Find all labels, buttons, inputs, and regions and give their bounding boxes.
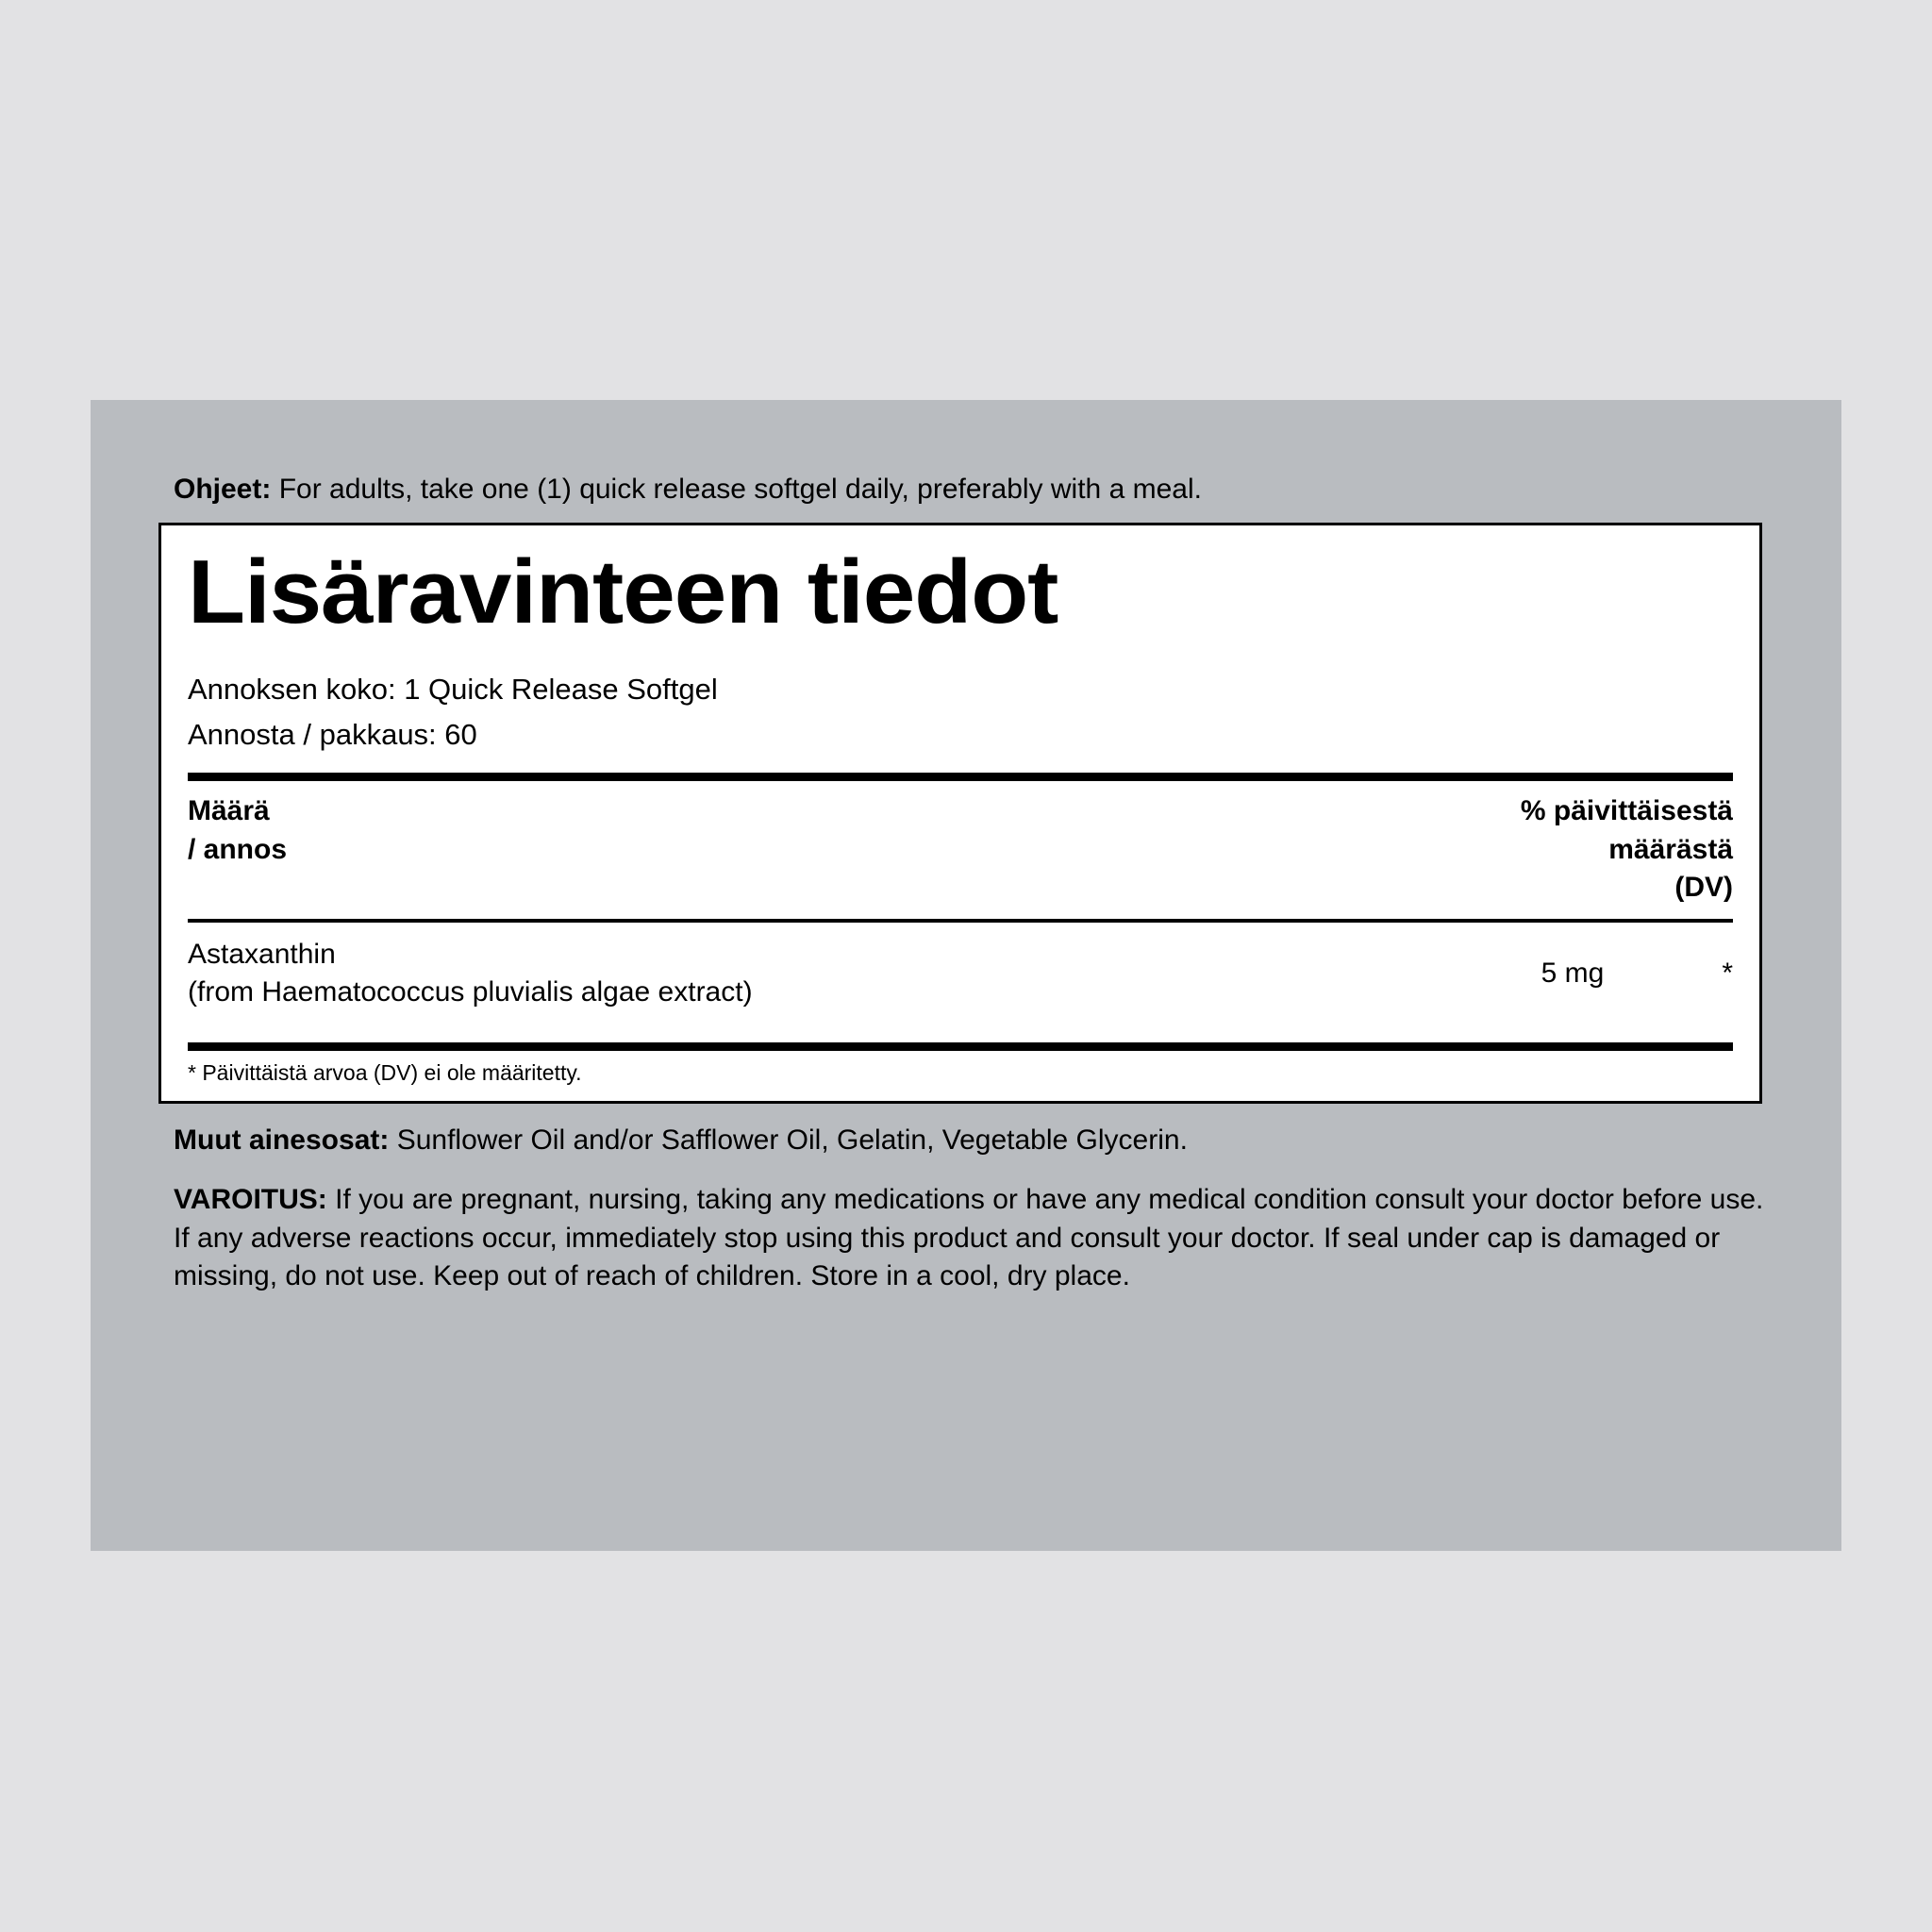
- divider-thick-top: [188, 773, 1733, 781]
- other-ingredients-text: Sunflower Oil and/or Safflower Oil, Gelatin, Vegetable Glycerin.: [396, 1124, 1188, 1156]
- servings-per-container: Annosta / pakkaus: 60: [188, 717, 477, 751]
- ingredient-name: [188, 936, 1469, 1012]
- dv-header-line1: % päivittäisestä: [1520, 795, 1733, 826]
- ingredient-amount: 5 mg: [1541, 958, 1605, 989]
- amount-header-line1: Määrä: [188, 795, 270, 826]
- daily-value-footnote: * Päivittäistä arvoa (DV) ei ole määritetty.: [188, 1059, 582, 1085]
- directions-text: For adults, take one (1) quick release softgel daily, preferably with a meal.: [278, 474, 1202, 505]
- daily-value-header: [1521, 792, 1733, 908]
- other-ingredients-label: Muut ainesosat:: [174, 1124, 390, 1156]
- other-ingredients-line: [174, 1124, 1777, 1157]
- dv-header-line2: määrästä: [1608, 833, 1733, 865]
- dv-header-line3: (DV): [1674, 872, 1733, 903]
- supplement-label-panel: [91, 400, 1841, 1551]
- supplement-facts-box: [158, 523, 1762, 1104]
- supplement-facts-title: Lisäravinteen tiedot: [188, 541, 1058, 642]
- amount-per-serving-header: [188, 792, 287, 908]
- directions-line: [174, 471, 1777, 508]
- serving-size: Annoksen koko: 1 Quick Release Softgel: [188, 672, 718, 706]
- serving-info: [188, 667, 1759, 758]
- divider-thick-bottom: [188, 1042, 1733, 1051]
- ingredient-daily-value: *: [1722, 958, 1733, 989]
- ingredient-name-line2: (from Haematococcus pluvialis algae extract): [188, 976, 753, 1008]
- warning-label: VAROITUS:: [174, 1184, 327, 1215]
- ingredient-name-line1: Astaxanthin: [188, 938, 336, 970]
- directions-label: Ohjeet:: [174, 474, 272, 505]
- amount-header-line2: / annos: [188, 833, 288, 865]
- table-header: [188, 781, 1733, 919]
- warning-block: [174, 1181, 1787, 1296]
- warning-text: If you are pregnant, nursing, taking any medications or have any medical condition consult your doctor before use. If any adverse reactions occur, immediately stop using this product and consult your doctor. If seal under cap is damaged or missing, do not use. Keep out of reach of children. Store in a cool, dry place.: [174, 1184, 1764, 1291]
- table-row: [188, 923, 1733, 1027]
